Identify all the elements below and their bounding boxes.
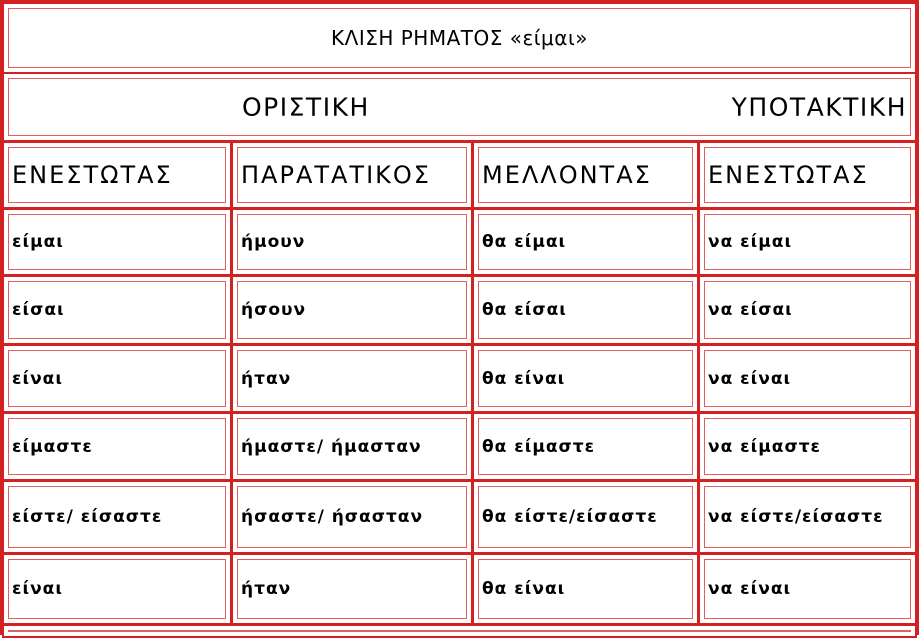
column-header-present [2,141,232,209]
table-cell: ήμουν [231,208,473,276]
table-cell: είμαι [2,208,232,276]
table-cell: να είσαι [698,275,917,345]
table-cell: ήσαστε/ ήσασταν [231,480,473,554]
table-cell: να είμαι [698,208,917,276]
table-bottom-strip [2,624,917,638]
table-cell: θα είστε/είσαστε [472,480,699,554]
table-title-text: ΚΛΙΣΗ ΡΗΜΑΤΟΣ «είμαι» [331,26,588,50]
column-header-label: ΠΑΡΑΤΑΤΙΚΟΣ [241,161,431,189]
column-header-subjunctive-present [698,141,917,209]
table-cell: να είστε/είσαστε [698,480,917,554]
table-cell: να είμαστε [698,412,917,481]
mood-indicative: ΟΡΙΣΤΙΚΗ [242,92,370,122]
table-cell: είναι [2,344,232,413]
mood-row [2,72,917,142]
column-header-label: ΕΝΕΣΤΩΤΑΣ [708,161,869,189]
table-cell: θα είμαστε [472,412,699,481]
table-cell: είσαι [2,275,232,345]
table-cell: ήμαστε/ ήμασταν [231,412,473,481]
table-cell: είμαστε [2,412,232,481]
column-header-imperfect [231,141,473,209]
table-cell: θα είμαι [472,208,699,276]
column-header-label: ΕΝΕΣΤΩΤΑΣ [12,161,173,189]
table-cell: θα είναι [472,553,699,625]
column-header-label: ΜΕΛΛΟΝΤΑΣ [482,161,652,189]
mood-subjunctive: ΥΠΟΤΑΚΤΙΚΗ [731,92,907,122]
table-cell: είστε/ είσαστε [2,480,232,554]
table-cell: ήταν [231,344,473,413]
table-cell: θα είσαι [472,275,699,345]
column-header-future [472,141,699,209]
table-cell: ήταν [231,553,473,625]
table-title [2,2,917,74]
table-cell: να είναι [698,553,917,625]
table-cell: ήσουν [231,275,473,345]
table-cell: θα είναι [472,344,699,413]
table-cell: να είναι [698,344,917,413]
table-cell: είναι [2,553,232,625]
